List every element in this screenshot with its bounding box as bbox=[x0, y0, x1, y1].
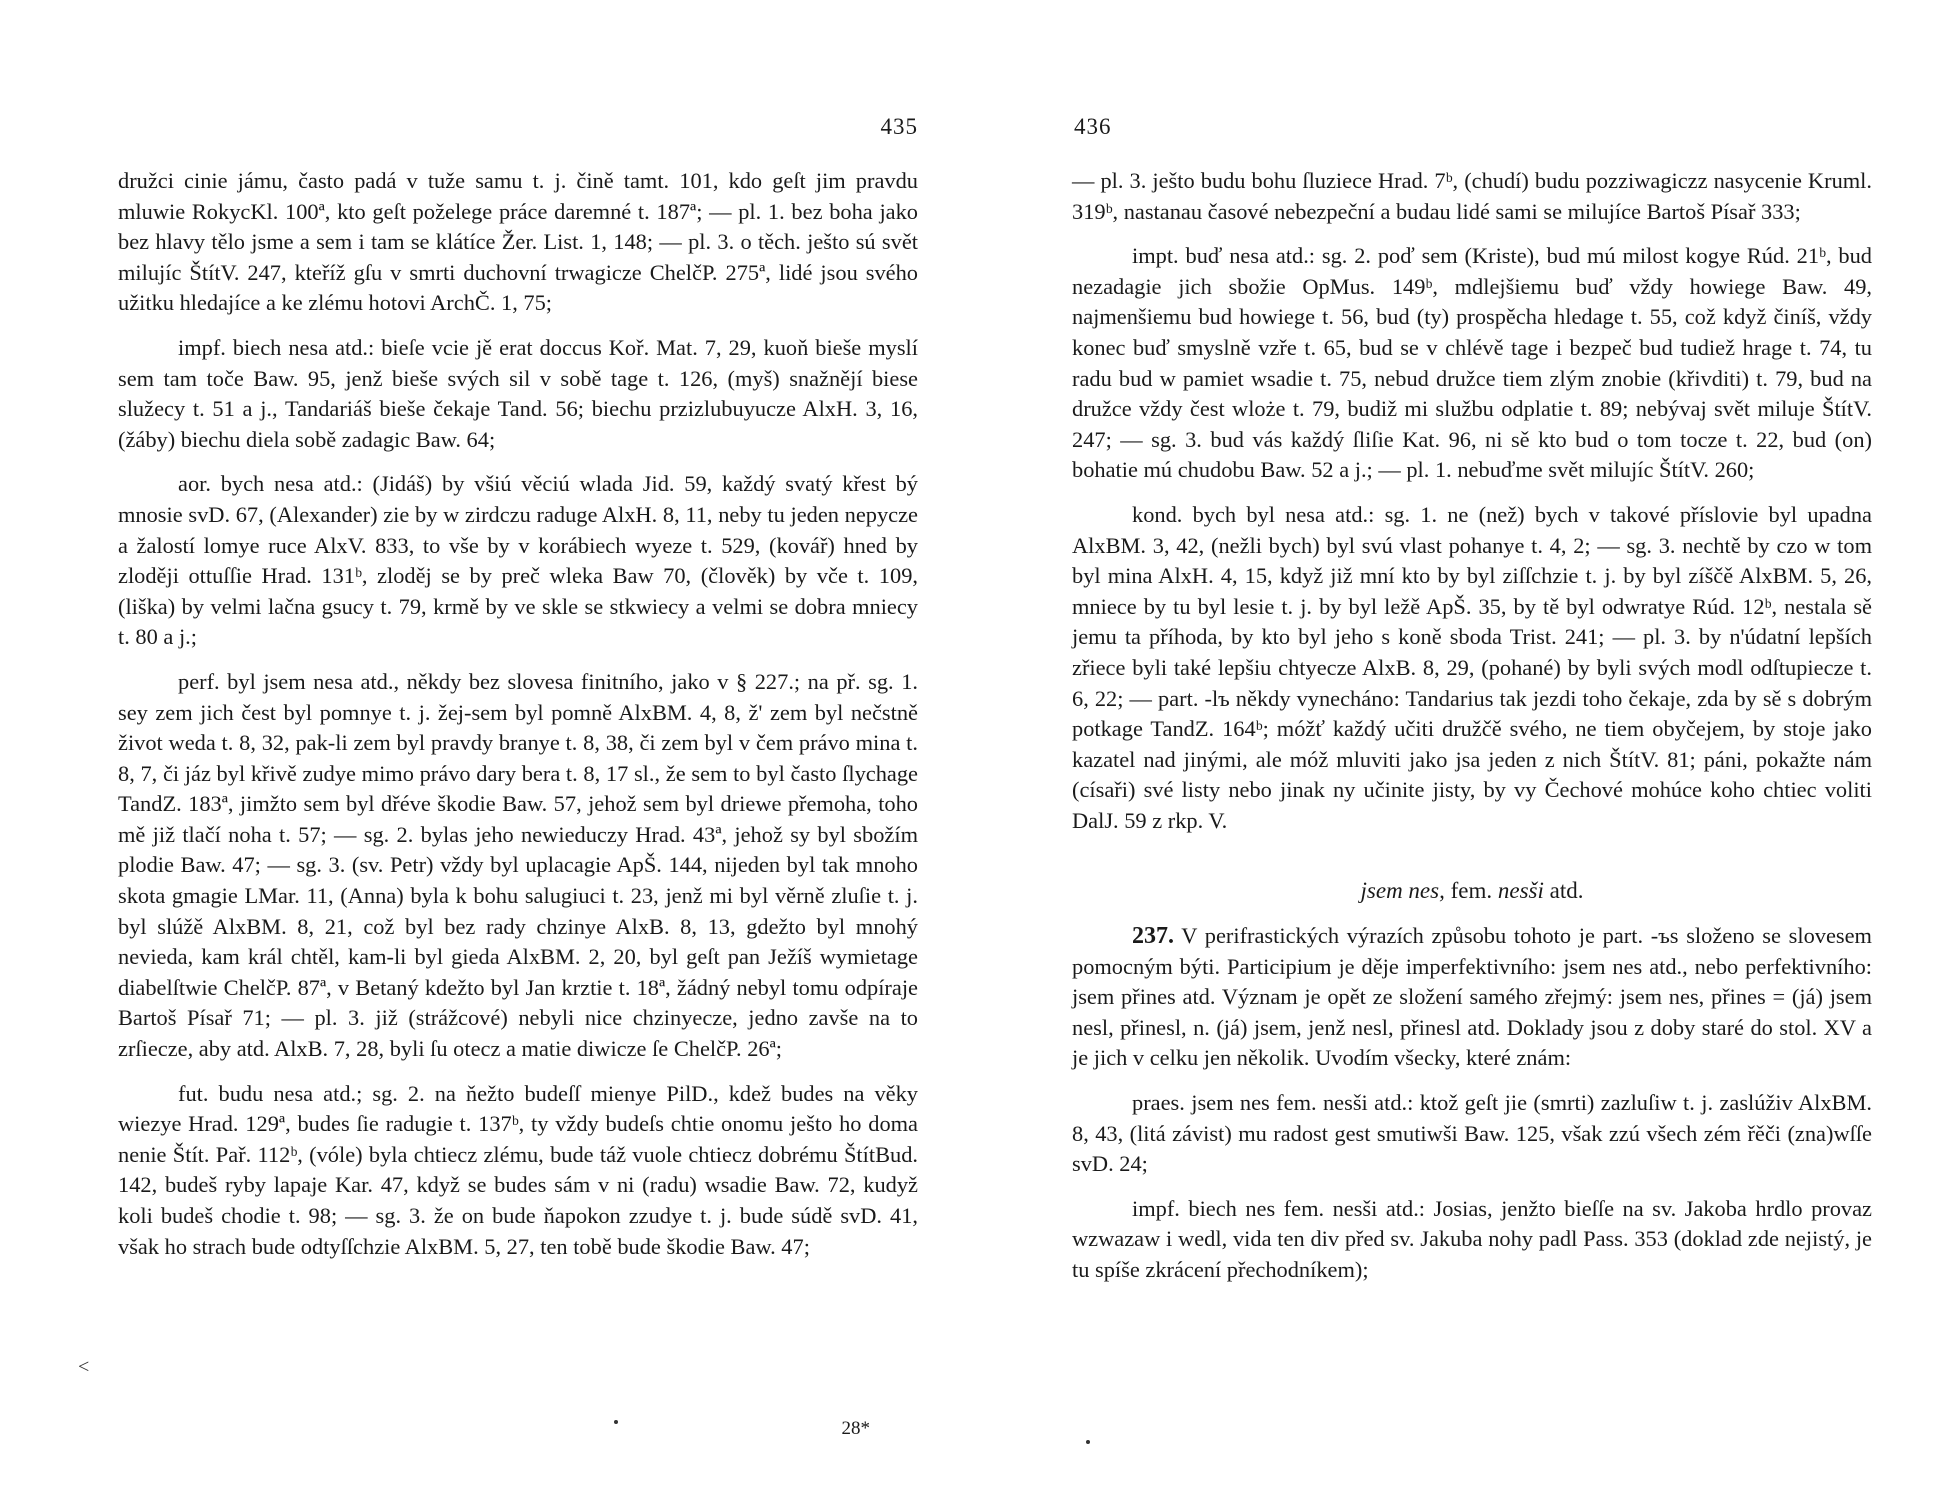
page-number: 435 bbox=[880, 114, 918, 139]
paragraph-text: V perifrastických výrazích způsobu tohoto je part. -ъs složeno se slovesem pomocným býti. Participium je děje imperfektivního: jsem nes atd., nebo perfektivního: jsem přines atd. Význam je opět ze složení samého zřejmý: jsem nes, přines = (já) jsem nesl, přinesl, n. (já) jsem, jenž nesl, přinesl atd. Doklady jsou z doby staré do stol. XV a je jich v celku jen několik. Uvodím všecky, které znám: bbox=[1072, 923, 1872, 1071]
right-page bbox=[1072, 0, 1872, 1500]
paragraph: impt. buď nesa atd.: sg. 2. poď sem (Kriste), bud mú milost kogye Rúd. 21ᵇ, bud nezadagie jich sbožie OpMus. 149ᵇ, mdlejšiemu buď vždy howiege Baw. 49, najmenšiemu bud howiege t. 56, bud (ty) prospěcha hledage t. 55, což když činíš, vždy konec buď smyslně vzře t. 65, bud se v chlévě tage i bezpeč bud tudiež hrage t. 74, tu radu bud w pamiet wsadie t. 75, nebud družce tiem zlým znobie (křivditi) t. 79, bud na družce vždy čest wloże t. 79, budiž mi službu odplatie t. 89; nebývaj svět miluje ŠtítV. 247; — sg. 3. bud vás každý ſliſie Kat. 96, ni sě kto bud o tom tocze t. 22, bud (on) bohatie mú chudobu Baw. 52 a j.; — pl. 1. nebuďme svět milujíc ŠtítV. 260; bbox=[1072, 243, 1872, 483]
margin-mark: < bbox=[78, 1356, 90, 1378]
paragraph: perf. byl jsem nesa atd., někdy bez slovesa finitního, jako v § 227.; na př. sg. 1. sey zem jich čest byl pomnye t. j. žej-sem byl pomně AlxBM. 4, 8, ž' zem byl nečstně život weda t. 8, 32, pak-li zem byl pravdy branye t. 8, 38, či zem byl v čem právo mina t. 8, 7, či jáz byl křivě zudye mimo právo dary bera t. 8, 17 sl., že sem to byl často ſlychage TandZ. 183ª, jimžto sem byl dřéve škodie Baw. 57, jehož sem byl driewe přemoha, toho mě již tlačí noha t. 57; — sg. 2. bylas jeho newieduczy Hrad. 43ª, jehož sy byl sbožím plodie Baw. 47; — sg. 3. (sv. Petr) vždy byl uplacagie ApŠ. 144, nijeden byl tak mnoho skota gmagie LMar. 11, (Anna) byla k bohu salugiuci t. 23, jenž mi byl věrně zluſie t. j. byl slúžě AlxBM. 8, 21, což byl bez rady chzinye AlxB. 8, 13, gdežto byl mnohý nevieda, kam král chtěl, kam-li byl gieda AlxBM. 2, 20, byl geſt pan Ježíš wymietage diabelſtwie ChelčP. 87ª, v Betaný kdežto byl Jan krztie t. 18ª, žádný nebyl tomu odpíraje Bartoš Písař 71; — pl. 3. již (strážcové) nebyli nice chzinyecze, jedno zavše na to zrſiecze, aby atd. AlxB. 7, 28, byli ſu otecz a matie diwicze ſe ChelčP. 26ª; bbox=[118, 668, 918, 1062]
paragraph: aor. bych nesa atd.: (Jidáš) by všiú věciú wlada Jid. 59, každý svatý křest bý mnosie svD. 67, (Alexander) zie by w zirdczu raduge AlxH. 8, 11, neby tu jeden nepycze a žalostí lomye ruce AlxV. 833, to vše by v korábiech wyeze t. 529, (kovář) hned by zloději ottuſſie Hrad. 131ᵇ, zloděj se by preč wleka Baw 70, (člověk) by vče t. 109, (liška) by velmi lačna gsucy t. 79, krmě by ve skle se stkwiecy a velmi se dobra mniecy t. 80 a j.; bbox=[118, 471, 918, 650]
paragraph: — pl. 3. ješto budu bohu ſluziece Hrad. 7ᵇ, (chudí) budu pozziwagiczz nasycenie Kruml. 319ᵇ, nastanau časové nebezpeční a budau lidé sami se milujíce Bartoš Písař 333; bbox=[1072, 168, 1872, 224]
left-page bbox=[78, 0, 918, 1500]
signature-mark: 28* bbox=[841, 1418, 870, 1439]
left-text-column bbox=[118, 166, 918, 1262]
paragraph: praes. jsem nes fem. nesši atd.: ktož geſt jie (smrti) zazluſiw t. j. zaslúživ AlxBM. 8, 43, (litá závist) mu radost gest smutiwši Baw. 125, však zzú všech zém řěči (zna)wſſe svD. 24; bbox=[1072, 1090, 1872, 1177]
heading-part: fem. bbox=[1450, 878, 1493, 904]
heading-part: nesši bbox=[1497, 878, 1544, 904]
right-text-column bbox=[1072, 166, 1872, 1286]
paragraph: impf. biech nes fem. nesši atd.: Josias, jenžto bieſſe na sv. Jakoba hrdlo provaz wzwazaw i wedl, vida ten div před sv. Jakuba nohy padl Pass. 353 (doklad zde nejistý, je tu spíše zkrácení přechodníkem); bbox=[1072, 1195, 1872, 1282]
paragraph: fut. budu nesa atd.; sg. 2. na ňežto budeſſ mienye PilD., kdež budes na věky wiezye Hrad. 129ª, budes ſie radugie t. 137ᵇ, ty vždy budeſs chtie onomu ješto ho doma nenie Štít. Pař. 112ᵇ, (vóle) byla chtiecz zlému, bude táž vuole chtiecz dobrému ŠtítBud. 142, budeš ryby lapaje Kar. 47, když se budes sám v ni (radu) wsadie Baw. 72, kudyž koli budeš chodie t. 98; — sg. 3. že on bude ňapokon zzudye t. j. bude súdě svD. 41, však ho strach bude odtyſſchzie AlxBM. 5, 27, ten tobě bude škodie Baw. 47; bbox=[118, 1080, 918, 1259]
speck bbox=[1086, 1440, 1090, 1444]
paragraph: družci cinie jámu, často padá v tuže samu t. j. čině tamt. 101, kdo geſt jim pravdu mluwie RokycKl. 100ª, kto geſt poželege práce daremné t. 187ª; — pl. 1. bez boha jako bez hlavy tělo jsme a sem i tam se klátíce Žer. List. 1, 148; — pl. 3. o těch. ješto sú svět milujíc ŠtítV. 247, kteříž gſu v smrti duchovní trwagicze ChelčP. 275ª, lidé jsou svého užitku hledajíce a ke zlému hotovi ArchČ. 1, 75; bbox=[118, 168, 918, 316]
numbered-paragraph bbox=[1072, 921, 1872, 1074]
heading-part: jsem nes, bbox=[1360, 878, 1445, 904]
paragraph-number: 237. bbox=[1132, 923, 1174, 950]
speck bbox=[614, 1420, 618, 1424]
page-number: 436 bbox=[1074, 114, 1112, 139]
paragraph: kond. bych byl nesa atd.: sg. 1. ne (než) bych v takové příslovie byl upadna AlxBM. 3, 42, (nežli bych) byl svú vlast pohanye t. 4, 2; — sg. 3. nechtě by czo w tom byl mina AlxH. 4, 15, když již mní kto by byl ziſſchzie t. j. by byl zíščě AlxBM. 5, 26, mniece by tu byl lesie t. j. by byl ležě ApŠ. 35, by tě byl odwratye Rúd. 12ᵇ, nestala sě jemu ta příhoda, by kto byl jeho s koně sboda Trist. 241; — pl. 3. by n'údatní lepších zřiece byli také lepšiu chtyecze AlxB. 8, 29, (pohané) by byli svých modl odſtupiecze t. 6, 22; — part. -lъ někdy vynecháno: Tandarius tak jezdi toho čekaje, zda by sě s dobrým potkage TandZ. 164ᵇ; móžť každý učiti družčě svého, ne tiem obyčejem, by stoje jako kazatel nad jinými, ale móž mluviti jako jsa jeden z nich ŠtítV. 81; páni, pokažte nám (císaři) své listy nebo jinak ny učinite jisty, by vy Čechové mohúce koho chtiec voliti DalJ. 59 z rkp. V. bbox=[1072, 501, 1872, 833]
section-heading bbox=[1072, 876, 1872, 907]
heading-part: atd. bbox=[1549, 878, 1584, 904]
paragraph: impf. biech nesa atd.: bieſe vcie jě erat doccus Koř. Mat. 7, 29, kuoň bieše myslí sem tam toče Baw. 95, jenž bieše svých sil v sobě tage t. 126, (myš) snažnějí biese služecy t. 51 a j., Tandariáš bieše čekaje Tand. 56; biechu przizlubuyucze AlxH. 3, 16, (žáby) biechu diela sobě zadagic Baw. 64; bbox=[118, 334, 918, 452]
